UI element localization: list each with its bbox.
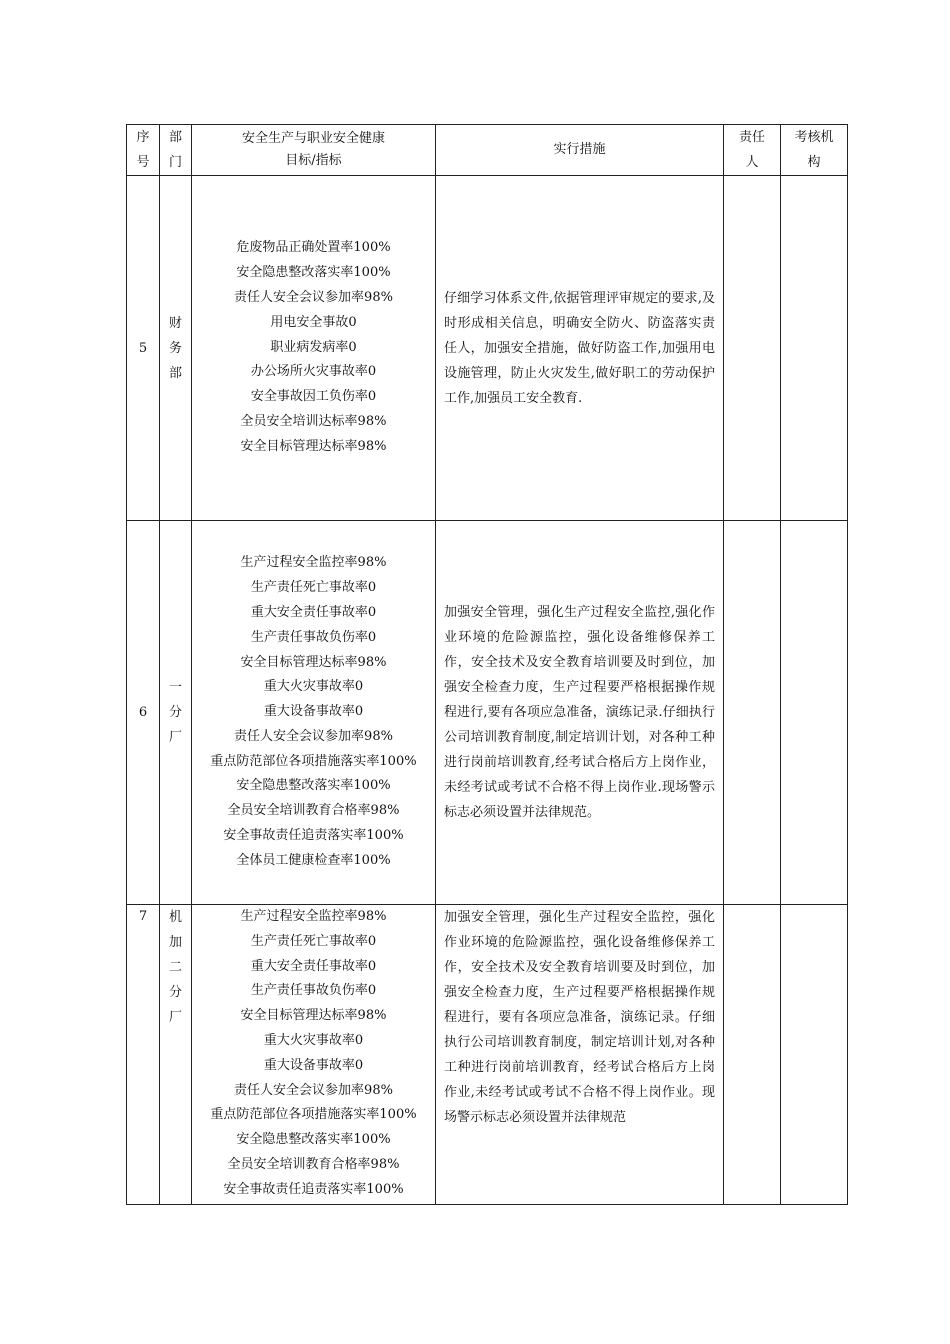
target-item: 安全目标管理达标率98% bbox=[240, 654, 387, 670]
target-item: 全体员工健康检查率100% bbox=[236, 852, 391, 868]
target-item: 全员安全培训教育合格率98% bbox=[227, 1156, 400, 1172]
target-item: 生产责任死亡事故率0 bbox=[250, 580, 377, 596]
row-assessor bbox=[781, 905, 848, 1205]
row-measures: 加强安全管理，强化生产过程安全监控,强化作业环境的危险源监控，强化设备维修保养工作，安全技术及安全教育培训要及时到位，加强安全检查力度，生产过程要严格根据操作规程进行,要有各项应急准备，演练记录.仔细执行公司培训教育制度,制定培训计划，对各种工种进行岗前培训教育,经考试合格后方上岗作业，未经考试或考试不合格不得上岗作业.现场警示标志必须设置并法律规范。 bbox=[436, 521, 724, 905]
row-targets bbox=[192, 521, 436, 905]
target-item: 生产过程安全监控率98% bbox=[240, 555, 387, 571]
target-item: 安全事故责任追责落实率100% bbox=[223, 1181, 404, 1197]
row-assessor bbox=[781, 521, 848, 905]
row-dept: 财务部 bbox=[160, 176, 192, 521]
safety-targets-table bbox=[126, 124, 848, 1205]
header-owner: 责任人 bbox=[724, 125, 781, 176]
target-item: 生产责任事故负伤率0 bbox=[250, 629, 377, 645]
target-item: 危废物品正确处置率100% bbox=[236, 240, 391, 256]
target-item: 用电安全事故0 bbox=[270, 314, 357, 330]
target-item: 安全事故因工负伤率0 bbox=[250, 389, 377, 405]
header-row bbox=[127, 125, 848, 176]
row-seq: 5 bbox=[127, 176, 160, 521]
target-item: 安全目标管理达标率98% bbox=[240, 1008, 387, 1024]
target-item: 重大安全责任事故率0 bbox=[250, 604, 377, 620]
target-item: 重点防范部位各项措施落实率100% bbox=[210, 1107, 417, 1123]
target-item: 安全隐患整改落实率100% bbox=[236, 778, 391, 794]
row-seq: 7 bbox=[127, 905, 160, 1205]
row-owner bbox=[724, 521, 781, 905]
target-item: 生产过程安全监控率98% bbox=[240, 909, 387, 924]
target-item: 重大安全责任事故率0 bbox=[250, 958, 377, 974]
row-dept: 机加二分厂 bbox=[160, 905, 192, 1205]
row-seq: 6 bbox=[127, 521, 160, 905]
header-assessor: 考核机构 bbox=[781, 125, 848, 176]
target-item: 安全隐患整改落实率100% bbox=[236, 265, 391, 281]
row-measures: 加强安全管理，强化生产过程安全监控，强化作业环境的危险源监控，强化设备维修保养工作，安全技术及安全教育培训要及时到位，加强安全检查力度，生产过程要严格根据操作规程进行，要有各项应急准备，演练记录。仔细执行公司培训教育制度，制定培训计划,对各种工种进行岗前培训教育，经考试合格后方上岗作业,未经考试或考试不合格不得上岗作业。现场警示标志必须设置并法律规范 bbox=[436, 905, 724, 1205]
target-item: 重点防范部位各项措施落实率100% bbox=[210, 753, 417, 769]
row-targets bbox=[192, 176, 436, 521]
target-item: 职业病发病率0 bbox=[270, 339, 357, 355]
header-measures: 实行措施 bbox=[436, 125, 724, 176]
row-targets bbox=[192, 905, 436, 1205]
target-item: 生产责任死亡事故率0 bbox=[250, 933, 377, 949]
table-row bbox=[127, 905, 848, 1205]
target-item: 安全事故责任追责落实率100% bbox=[223, 828, 404, 844]
row-owner bbox=[724, 905, 781, 1205]
target-item: 重大火灾事故率0 bbox=[263, 679, 364, 695]
table-row bbox=[127, 176, 848, 521]
target-item: 全员安全培训教育合格率98% bbox=[227, 803, 400, 819]
header-targets-line2: 目标/指标 bbox=[285, 153, 342, 168]
row-measures: 仔细学习体系文件,依据管理评审规定的要求,及时形成相关信息，明确安全防火、防盗落实责任人，加强安全措施，做好防盗工作,加强用电设施管理，防止火灾发生,做好职工的劳动保护工作,加强员工安全教育. bbox=[436, 176, 724, 521]
header-dept: 部门 bbox=[160, 125, 192, 176]
row-dept: 一分厂 bbox=[160, 521, 192, 905]
target-item: 生产责任事故负伤率0 bbox=[250, 983, 377, 999]
target-item: 责任人安全会议参加率98% bbox=[234, 290, 393, 305]
row-assessor bbox=[781, 176, 848, 521]
target-item: 全员安全培训达标率98% bbox=[240, 413, 387, 429]
target-item: 责任人安全会议参加率98% bbox=[234, 1082, 393, 1098]
target-item: 安全隐患整改落实率100% bbox=[236, 1132, 391, 1148]
target-item: 重大火灾事故率0 bbox=[263, 1032, 364, 1048]
header-seq: 序号 bbox=[127, 125, 160, 176]
header-targets-line1: 安全生产与职业安全健康 bbox=[241, 131, 385, 146]
target-item: 重大设备事故率0 bbox=[263, 704, 364, 720]
target-item: 责任人安全会议参加率98% bbox=[234, 728, 393, 744]
table-row bbox=[127, 521, 848, 905]
header-targets bbox=[192, 125, 436, 176]
target-item: 重大设备事故率0 bbox=[263, 1057, 364, 1073]
target-item: 办公场所火灾事故率0 bbox=[250, 364, 377, 380]
target-item: 安全目标管理达标率98% bbox=[240, 438, 387, 454]
row-owner bbox=[724, 176, 781, 521]
